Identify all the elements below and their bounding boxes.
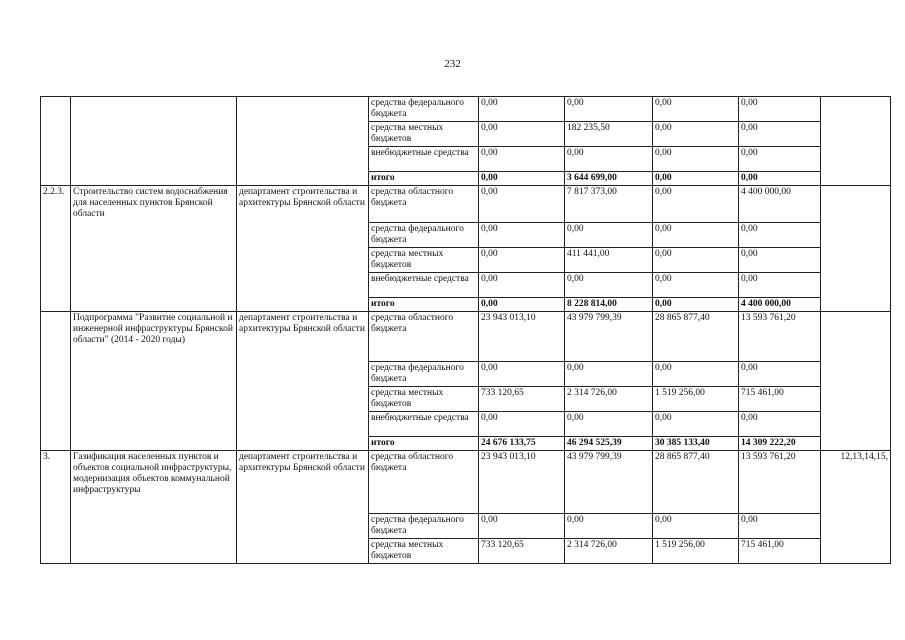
indicator-cell: 12,13,14,15, (821, 451, 891, 564)
value-cell: 0,00 (565, 362, 653, 387)
value-cell: 0,00 (739, 97, 821, 122)
value-cell: 0,00 (739, 362, 821, 387)
page-number: 232 (444, 58, 461, 70)
value-cell: 0,00 (739, 273, 821, 298)
event-name-cell: Строительство систем водоснабжения для населенных пунктов Брянской области (71, 186, 237, 312)
value-cell: 0,00 (565, 514, 653, 539)
budget-table (40, 96, 891, 564)
value-cell: 0,00 (739, 514, 821, 539)
value-cell: 0,00 (565, 412, 653, 437)
total-value-cell: 0,00 (739, 172, 821, 186)
total-value-cell: 0,00 (653, 298, 739, 312)
indicator-cell (821, 186, 891, 312)
row-number-cell: 3. (41, 451, 71, 564)
value-cell: 43 979 799,39 (565, 312, 653, 362)
source-label: средства областного бюджета (369, 312, 479, 362)
source-label: средства местных бюджетов (369, 539, 479, 564)
value-cell: 0,00 (653, 412, 739, 437)
event-name-cell: Подпрограмма "Развитие социальной и инженерной инфраструктуры Брянской области" (2014 - 2020 годы) (71, 312, 237, 451)
value-cell: 0,00 (479, 97, 565, 122)
value-cell: 0,00 (565, 223, 653, 248)
total-value-cell: 46 294 525,39 (565, 437, 653, 451)
source-label: внебюджетные средства (369, 147, 479, 172)
value-cell: 0,00 (479, 223, 565, 248)
value-cell: 715 461,00 (739, 539, 821, 564)
value-cell: 0,00 (653, 362, 739, 387)
table-row (41, 186, 891, 223)
value-cell: 0,00 (653, 223, 739, 248)
value-cell: 0,00 (479, 186, 565, 223)
total-value-cell: 24 676 133,75 (479, 437, 565, 451)
total-value-cell: 3 644 699,00 (565, 172, 653, 186)
executor-cell: департамент строительства и архитектуры Брянской области (237, 451, 369, 564)
source-label: средства областного бюджета (369, 451, 479, 514)
total-value-cell: 0,00 (479, 172, 565, 186)
value-cell: 0,00 (739, 122, 821, 147)
value-cell: 715 461,00 (739, 387, 821, 412)
value-cell: 28 865 877,40 (653, 312, 739, 362)
row-number-cell: 2.2.3. (41, 186, 71, 312)
total-value-cell: 14 309 222,20 (739, 437, 821, 451)
value-cell: 411 441,00 (565, 248, 653, 273)
event-name-cell: Газификация населенных пунктов и объектов социальной инфраструктуры, модернизация объектов коммунальной инфраструктуры (71, 451, 237, 564)
source-label: средства федерального бюджета (369, 223, 479, 248)
executor-cell: департамент строительства и архитектуры Брянской области (237, 312, 369, 451)
source-label: средства местных бюджетов (369, 248, 479, 273)
value-cell: 23 943 013,10 (479, 451, 565, 514)
total-label: итого (369, 437, 479, 451)
executor-cell (237, 97, 369, 186)
row-number-cell (41, 312, 71, 451)
table-row (41, 312, 891, 362)
source-label: средства федерального бюджета (369, 514, 479, 539)
value-cell: 2 314 726,00 (565, 387, 653, 412)
value-cell: 733 120,65 (479, 387, 565, 412)
value-cell: 0,00 (739, 223, 821, 248)
total-value-cell: 30 385 133,40 (653, 437, 739, 451)
indicator-cell (821, 97, 891, 186)
indicator-cell (821, 312, 891, 451)
value-cell: 7 817 373,00 (565, 186, 653, 223)
value-cell: 1 519 256,00 (653, 387, 739, 412)
value-cell: 182 235,50 (565, 122, 653, 147)
total-value-cell: 8 228 814,00 (565, 298, 653, 312)
total-value-cell: 4 400 000,00 (739, 298, 821, 312)
value-cell: 0,00 (653, 248, 739, 273)
value-cell: 0,00 (479, 362, 565, 387)
value-cell: 0,00 (479, 514, 565, 539)
value-cell: 0,00 (739, 248, 821, 273)
event-name-cell (71, 97, 237, 186)
value-cell: 43 979 799,39 (565, 451, 653, 514)
source-label: средства местных бюджетов (369, 122, 479, 147)
source-label: средства местных бюджетов (369, 387, 479, 412)
value-cell: 4 400 000,00 (739, 186, 821, 223)
total-label: итого (369, 298, 479, 312)
value-cell: 23 943 013,10 (479, 312, 565, 362)
source-label: внебюджетные средства (369, 273, 479, 298)
value-cell: 0,00 (565, 147, 653, 172)
value-cell: 0,00 (565, 273, 653, 298)
value-cell: 0,00 (565, 97, 653, 122)
source-label: средства областного бюджета (369, 186, 479, 223)
value-cell: 0,00 (653, 97, 739, 122)
value-cell: 0,00 (653, 273, 739, 298)
value-cell: 0,00 (653, 147, 739, 172)
source-label: средства федерального бюджета (369, 97, 479, 122)
value-cell: 13 593 761,20 (739, 451, 821, 514)
value-cell: 28 865 877,40 (653, 451, 739, 514)
total-label: итого (369, 172, 479, 186)
executor-cell: департамент строительства и архитектуры Брянской области (237, 186, 369, 312)
total-value-cell: 0,00 (479, 298, 565, 312)
row-number-cell (41, 97, 71, 186)
value-cell: 0,00 (479, 273, 565, 298)
value-cell: 0,00 (479, 122, 565, 147)
value-cell: 1 519 256,00 (653, 539, 739, 564)
value-cell: 13 593 761,20 (739, 312, 821, 362)
value-cell: 0,00 (739, 412, 821, 437)
table-row (41, 97, 891, 122)
value-cell: 0,00 (653, 514, 739, 539)
value-cell: 0,00 (479, 412, 565, 437)
value-cell: 0,00 (739, 147, 821, 172)
value-cell: 0,00 (653, 186, 739, 223)
table-row (41, 451, 891, 514)
value-cell: 0,00 (479, 248, 565, 273)
source-label: средства федерального бюджета (369, 362, 479, 387)
value-cell: 733 120,65 (479, 539, 565, 564)
value-cell: 2 314 726,00 (565, 539, 653, 564)
value-cell: 0,00 (653, 122, 739, 147)
total-value-cell: 0,00 (653, 172, 739, 186)
source-label: внебюджетные средства (369, 412, 479, 437)
value-cell: 0,00 (479, 147, 565, 172)
